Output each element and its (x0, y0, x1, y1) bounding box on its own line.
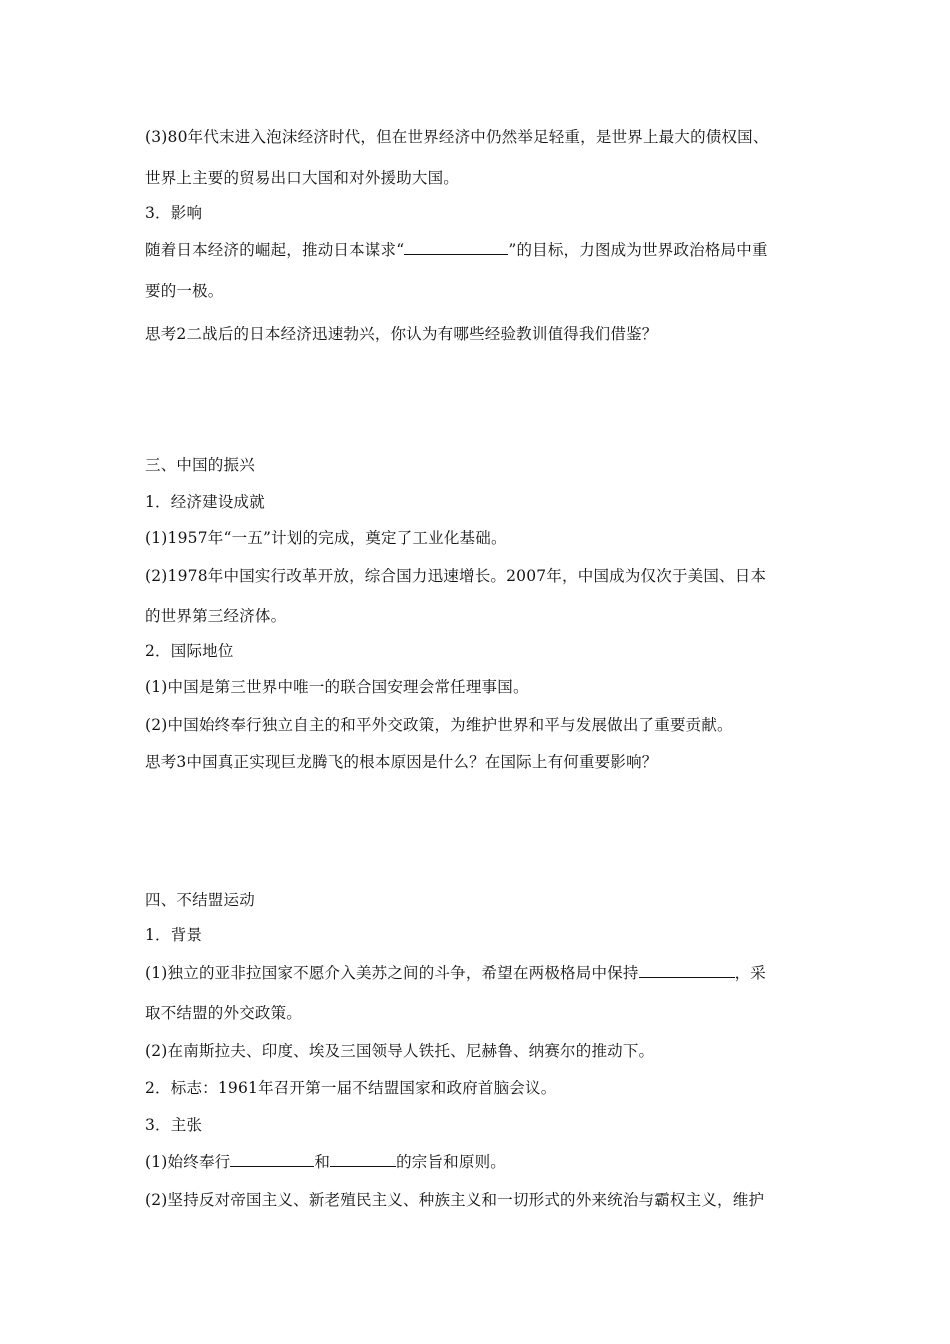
text: (2)坚持反对帝国主义、新老殖民主义、种族主义和一切形式的外来统治与霸权主义，维护 (145, 1191, 765, 1209)
paragraph-line (145, 127, 769, 147)
fill-blank[interactable] (404, 240, 508, 255)
text: 1．经济建设成就 (145, 493, 265, 511)
paragraph-line (145, 677, 529, 697)
text: 的宗旨和原则。 (396, 1153, 506, 1171)
paragraph-line (145, 566, 766, 586)
text: 的世界第三经济体。 (145, 607, 287, 625)
text: 3．主张 (145, 1116, 203, 1134)
text: (1)1957年“一五”计划的完成，奠定了工业化基础。 (145, 529, 507, 547)
paragraph-line (145, 1190, 764, 1210)
fill-blank[interactable] (230, 1152, 314, 1167)
text: 2．标志：1961年召开第一届不结盟国家和政府首脑会议。 (145, 1079, 557, 1097)
paragraph-line (145, 1152, 506, 1172)
paragraph-line (145, 281, 224, 301)
section-heading (145, 890, 255, 910)
text: 思考3中国真正实现巨龙腾飞的根本原因是什么？在国际上有何重要影响？ (145, 753, 658, 771)
paragraph-line (145, 1041, 654, 1061)
text: (1)中国是第三世界中唯一的联合国安理会常任理事国。 (145, 678, 529, 696)
text: 思考2二战后的日本经济迅速勃兴，你认为有哪些经验教训值得我们借鉴？ (145, 325, 658, 343)
text: (2)在南斯拉夫、印度、埃及三国领导人铁托、尼赫鲁、纳赛尔的推动下。 (145, 1042, 655, 1060)
fill-blank[interactable] (639, 963, 735, 978)
paragraph-line (145, 528, 507, 548)
text: ，采 (734, 964, 766, 982)
text: (2)1978年中国实行改革开放，综合国力迅速增长。2007年，中国成为仅次于美国、日本 (145, 567, 767, 585)
text: (1)独立的亚非拉国家不愿介入美苏之间的斗争，希望在两极格局中保持 (145, 964, 639, 982)
fill-blank[interactable] (330, 1152, 396, 1167)
text: 1．背景 (145, 926, 203, 944)
text: 和 (314, 1153, 331, 1171)
text: 三、中国的振兴 (145, 456, 255, 474)
text: 3．影响 (145, 204, 203, 222)
text: (1)始终奉行 (145, 1153, 231, 1171)
paragraph-line (145, 1078, 556, 1098)
subheading (145, 492, 265, 512)
subheading (145, 203, 202, 223)
text: 2．国际地位 (145, 642, 234, 660)
question-line (145, 324, 657, 344)
text: 随着日本经济的崛起，推动日本谋求“ (145, 241, 405, 259)
paragraph-line (145, 1003, 302, 1023)
paragraph-line (145, 715, 733, 735)
paragraph-line (145, 240, 768, 260)
text: 要的一极。 (145, 282, 224, 300)
text: ”的目标，力图成为世界政治格局中重 (508, 241, 768, 259)
text: (3)80年代末进入泡沫经济时代，但在世界经济中仍然举足轻重，是世界上最大的债权国、 (145, 128, 769, 146)
paragraph-line (145, 168, 459, 188)
subheading (145, 925, 202, 945)
text: 取不结盟的外交政策。 (145, 1004, 303, 1022)
subheading (145, 641, 234, 661)
question-line (145, 752, 657, 772)
text: 世界上主要的贸易出口大国和对外援助大国。 (145, 169, 460, 187)
section-heading (145, 455, 255, 475)
text: 四、不结盟运动 (145, 891, 255, 909)
text: (2)中国始终奉行独立自主的和平外交政策，为维护世界和平与发展做出了重要贡献。 (145, 716, 733, 734)
paragraph-line (145, 963, 766, 983)
paragraph-line (145, 606, 286, 626)
subheading (145, 1115, 202, 1135)
